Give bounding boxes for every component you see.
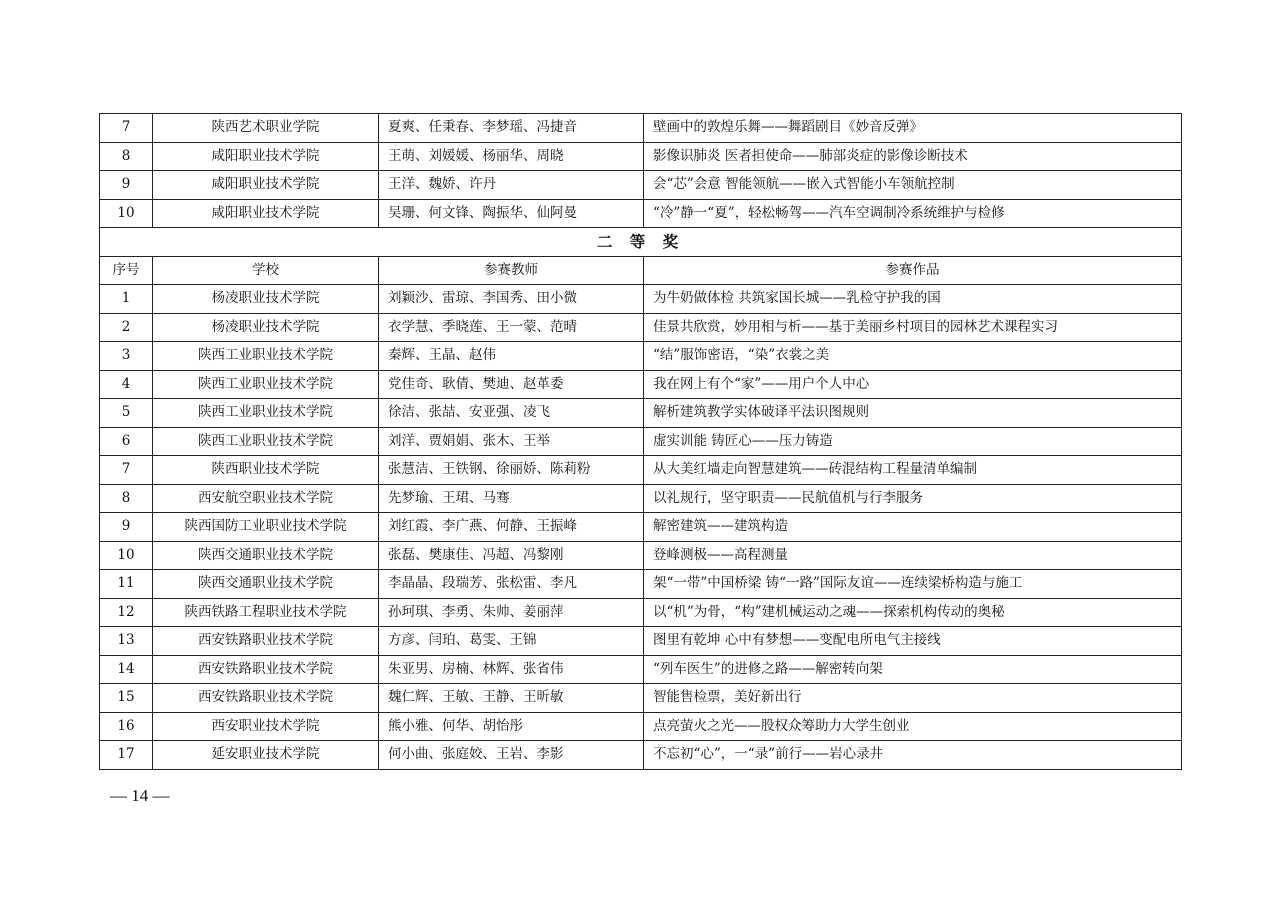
cell-work: 以“机”为骨，“构”建机械运动之魂——探索机构传动的奥秘 [644,598,1182,627]
table-row [100,285,1182,314]
table-row [100,684,1182,713]
cell-school: 杨凌职业技术学院 [153,313,379,342]
cell-no: 10 [100,199,153,228]
first-prize-continued-rows [100,114,1182,228]
cell-school: 陕西工业职业技术学院 [153,427,379,456]
cell-teachers: 魏仁辉、王敏、王静、王昕敏 [379,684,644,713]
cell-no: 6 [100,427,153,456]
second-prize-rows [100,285,1182,770]
cell-teachers: 党佳奇、耿倩、樊迪、赵革委 [379,370,644,399]
cell-work: 为牛奶做体检 共筑家国长城——乳检守护我的国 [644,285,1182,314]
table-row [100,313,1182,342]
cell-school: 西安职业技术学院 [153,712,379,741]
cell-no: 8 [100,142,153,171]
cell-teachers: 吴珊、何文锋、陶振华、仙阿曼 [379,199,644,228]
cell-work: 我在网上有个“家”——用户个人中心 [644,370,1182,399]
cell-teachers: 刘红霞、李广燕、何静、王振峰 [379,513,644,542]
cell-teachers: 何小曲、张庭姣、王岩、李影 [379,741,644,770]
cell-teachers: 熊小雅、何华、胡怡彤 [379,712,644,741]
cell-no: 4 [100,370,153,399]
section-title-row [100,228,1182,257]
table-header-row [100,257,1182,285]
cell-work: 会“芯”会意 智能领航——嵌入式智能小车领航控制 [644,171,1182,200]
table-row [100,456,1182,485]
cell-work: 架“一带”中国桥梁 铸“一路”国际友谊——连续梁桥构造与施工 [644,570,1182,599]
cell-no: 5 [100,399,153,428]
table-row [100,427,1182,456]
cell-teachers: 孙珂琪、李勇、朱帅、姜丽萍 [379,598,644,627]
awards-table-container [99,113,1181,770]
cell-school: 咸阳职业技术学院 [153,142,379,171]
cell-teachers: 徐洁、张喆、安亚强、凌飞 [379,399,644,428]
cell-school: 西安铁路职业技术学院 [153,684,379,713]
table-row [100,741,1182,770]
cell-no: 7 [100,456,153,485]
awards-table [99,113,1182,770]
cell-no: 2 [100,313,153,342]
cell-work: 虚实训能 铸匠心——压力铸造 [644,427,1182,456]
header-school: 学校 [153,257,379,285]
cell-work: “列车医生”的进修之路——解密转向架 [644,655,1182,684]
cell-school: 陕西工业职业技术学院 [153,370,379,399]
table-row [100,342,1182,371]
cell-work: 图里有乾坤 心中有梦想——变配电所电气主接线 [644,627,1182,656]
cell-school: 西安铁路职业技术学院 [153,627,379,656]
cell-work: 解密建筑——建筑构造 [644,513,1182,542]
cell-school: 杨凌职业技术学院 [153,285,379,314]
cell-no: 9 [100,513,153,542]
table-row [100,627,1182,656]
cell-school: 陕西交通职业技术学院 [153,570,379,599]
cell-school: 陕西交通职业技术学院 [153,541,379,570]
cell-work: 不忘初“心”，一“录”前行——岩心录井 [644,741,1182,770]
page-number: — 14 — [110,786,170,805]
cell-school: 陕西工业职业技术学院 [153,342,379,371]
cell-teachers: 张磊、樊康佳、冯超、冯黎刚 [379,541,644,570]
cell-work: 佳景共欣赏，妙用相与析——基于美丽乡村项目的园林艺术课程实习 [644,313,1182,342]
table-row [100,399,1182,428]
table-row [100,570,1182,599]
cell-work: 影像识肺炎 医者担使命——肺部炎症的影像诊断技术 [644,142,1182,171]
cell-no: 9 [100,171,153,200]
cell-work: 壁画中的敦煌乐舞——舞蹈剧目《妙音反弹》 [644,114,1182,143]
cell-teachers: 朱亚男、房楠、林辉、张省伟 [379,655,644,684]
cell-no: 1 [100,285,153,314]
cell-teachers: 刘洋、贾娟娟、张木、王举 [379,427,644,456]
cell-no: 13 [100,627,153,656]
header-teachers: 参赛教师 [379,257,644,285]
second-prize-heading-group [100,228,1182,285]
cell-teachers: 衣学慧、季晓莲、王一蒙、范晴 [379,313,644,342]
cell-no: 3 [100,342,153,371]
cell-school: 陕西国防工业职业技术学院 [153,513,379,542]
table-row [100,513,1182,542]
cell-school: 陕西工业职业技术学院 [153,399,379,428]
cell-teachers: 王萌、刘媛媛、杨丽华、周晓 [379,142,644,171]
cell-no: 8 [100,484,153,513]
cell-school: 陕西艺术职业学院 [153,114,379,143]
cell-no: 7 [100,114,153,143]
table-row [100,199,1182,228]
cell-teachers: 夏爽、任秉春、李梦瑶、冯捷音 [379,114,644,143]
header-no: 序号 [100,257,153,285]
cell-no: 12 [100,598,153,627]
cell-no: 17 [100,741,153,770]
table-row [100,541,1182,570]
cell-work: “结”服饰密语，“染”衣裳之美 [644,342,1182,371]
table-row [100,598,1182,627]
cell-no: 15 [100,684,153,713]
cell-work: “冷”静一“夏”，轻松畅驾——汽车空调制冷系统维护与检修 [644,199,1182,228]
cell-teachers: 刘颖沙、雷琼、李国秀、田小微 [379,285,644,314]
table-row [100,712,1182,741]
cell-teachers: 王洋、魏娇、许丹 [379,171,644,200]
table-row [100,484,1182,513]
cell-no: 11 [100,570,153,599]
cell-school: 陕西职业技术学院 [153,456,379,485]
cell-no: 16 [100,712,153,741]
cell-work: 从大美红墙走向智慧建筑——砖混结构工程量清单编制 [644,456,1182,485]
table-row [100,142,1182,171]
section-title: 二 等 奖 [100,228,1182,257]
cell-work: 智能售检票，美好新出行 [644,684,1182,713]
cell-school: 西安铁路职业技术学院 [153,655,379,684]
table-row [100,370,1182,399]
cell-teachers: 张慧洁、王铁钢、徐丽娇、陈莉粉 [379,456,644,485]
cell-teachers: 先梦瑜、王珺、马骞 [379,484,644,513]
cell-school: 咸阳职业技术学院 [153,199,379,228]
table-row [100,171,1182,200]
header-work: 参赛作品 [644,257,1182,285]
cell-no: 10 [100,541,153,570]
cell-work: 以礼规行，坚守职责——民航值机与行李服务 [644,484,1182,513]
cell-teachers: 秦辉、王晶、赵伟 [379,342,644,371]
cell-work: 点亮萤火之光——股权众筹助力大学生创业 [644,712,1182,741]
table-row [100,655,1182,684]
cell-teachers: 方彦、闫珀、葛雯、王锦 [379,627,644,656]
cell-work: 解析建筑教学实体破译平法识图规则 [644,399,1182,428]
cell-school: 陕西铁路工程职业技术学院 [153,598,379,627]
cell-school: 延安职业技术学院 [153,741,379,770]
table-row [100,114,1182,143]
cell-school: 咸阳职业技术学院 [153,171,379,200]
cell-school: 西安航空职业技术学院 [153,484,379,513]
cell-teachers: 李晶晶、段瑞芳、张松雷、李凡 [379,570,644,599]
cell-work: 登峰测极——高程测量 [644,541,1182,570]
cell-no: 14 [100,655,153,684]
